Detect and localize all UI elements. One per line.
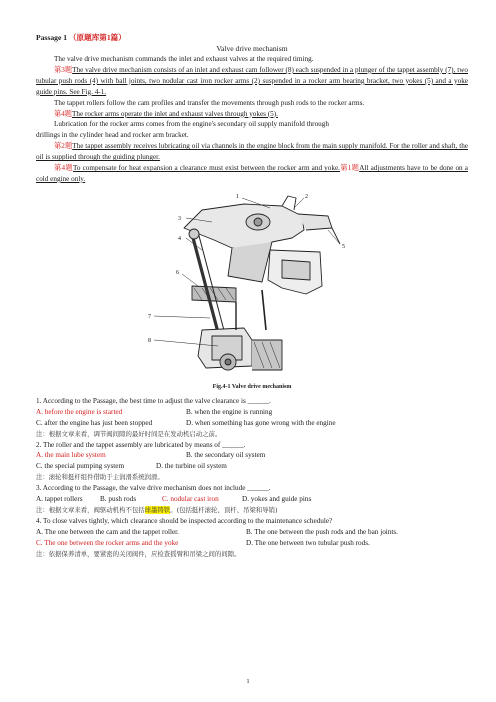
question-marker: 第4题: [54, 164, 73, 173]
paragraph-1: The valve drive mechanism commands the inlet and exhaust valves at the required timing.: [54, 55, 314, 63]
paragraph-5-line-2: drillings in the cylinder head and rocker arm bracket.: [36, 131, 189, 140]
passage-title: Valve drive mechanism: [216, 44, 288, 53]
note-text: 注：根据文章来看，阀驱动机构不包括: [36, 505, 145, 514]
figure-label: 4: [178, 235, 181, 242]
questions-section: [36, 396, 468, 560]
document-page: [36, 32, 468, 559]
options-row: [36, 418, 468, 429]
passage-header: [36, 32, 468, 43]
paragraph-6: [36, 141, 468, 163]
option-a-correct: A. before the engine is started: [36, 407, 123, 416]
question-stem: 3. According to the Passage, the valve drive mechanism does not include ______.: [36, 484, 271, 493]
figure-label: 6: [176, 269, 179, 276]
question-marker: 第2题: [54, 142, 73, 151]
passage-label: Passage 1: [36, 33, 68, 42]
question-3: [36, 483, 468, 516]
figure-label: 7: [148, 313, 151, 320]
option-d: D. when something has gone wrong with the engine: [186, 418, 336, 427]
option-a-correct: A. the main lube system: [36, 451, 106, 460]
answer-note: 注：根据文章来看，调节阀间隙的最好时间是在发动机启动之前。: [36, 429, 222, 438]
question-marker: 第4题: [54, 109, 72, 118]
answer-note: [36, 505, 468, 516]
option-d: D. The one between two tubular push rods.: [246, 538, 370, 547]
figure-caption: Fig.4-1 Valve drive mechanism: [212, 383, 292, 390]
option-a: A. The one between the cam and the tappet roller.: [36, 527, 179, 536]
figure-label: 8: [148, 337, 151, 344]
options-row: [36, 527, 468, 538]
figure-valve-drive: [36, 190, 468, 382]
question-marker: 第1题: [339, 164, 360, 173]
question-1: [36, 396, 468, 440]
underlined-sentence: The tappet assembly receives lubricating oil via channels in the engine block from the main supply manifold. For the roller and shaft, the oil is supplied through the guiding plunger.: [36, 142, 468, 162]
options-row: [36, 407, 468, 418]
options-row: [36, 538, 468, 549]
page-number: 1: [246, 678, 250, 685]
answer-note: 注：依据保养清单，要紧密的关闭阀件，应检查摇臂和吊梁之间的间隙。: [36, 549, 241, 558]
passage-source-tag: （原题库第1篇）: [68, 33, 126, 42]
passage-body: [36, 54, 468, 185]
question-stem: 2. The roller and the tappet assembly are lubricated by means of ______.: [36, 440, 246, 449]
question-4: [36, 516, 468, 560]
figure-label: 5: [342, 243, 345, 250]
paragraph-7: [36, 163, 468, 185]
question-2: [36, 440, 468, 484]
highlighted-text: 球墨铸铁: [144, 505, 171, 514]
paragraph-3: The tappet rollers follow the cam profiles and transfer the movements through push rods to the rocker arms.: [54, 98, 365, 107]
option-b: B. the secondary oil system: [186, 451, 266, 460]
option-c-correct: C. The one between the rocker arms and the yoke: [36, 538, 179, 547]
underlined-sentence: To compensate for heat expansion a clearance must exist between the rocker arm and yoke.: [72, 164, 340, 173]
option-c: C. after the engine has just been stopped: [36, 418, 153, 427]
options-row: [36, 461, 468, 472]
option-b: B. when the engine is running: [186, 407, 273, 416]
paragraph-5-line-1: Lubrication for the rocker arms comes from the engine's secondary oil supply manifold through: [54, 120, 329, 129]
valve-drive-drawing: [132, 190, 372, 382]
paragraph-4: [36, 109, 468, 120]
note-text: 。(包括挺杆滚轮、顶杆、吊梁和导销): [170, 505, 278, 514]
paragraph-2: [36, 65, 468, 98]
option-b: B. push rods: [100, 495, 137, 504]
underlined-sentence: The rocker arms operate the inlet and exhaust valves through yokes (5).: [71, 109, 278, 118]
options-row: [36, 450, 468, 461]
option-d: D. the turbine oil system: [156, 462, 227, 471]
underlined-sentence: The valve drive mechanism consists of an inlet and exhaust cam follower (8) each suspended in a plunger of the tappet assembly (7), two tubular push rods (4) with ball joints, two nodular cast iron rocker arms (2) suspended in a rocker arm bearing bracket, two yokes (5) and a yoke guide pins. See Fig. 4-1.: [36, 65, 468, 96]
figure-label: 2: [305, 193, 308, 200]
options-row: [36, 494, 468, 505]
underlined-sentence: All adjustments have to be done on a cold engine only.: [36, 164, 468, 183]
option-d: D. yokes and guide pins: [242, 495, 312, 504]
option-c: C. the special pumping system: [36, 462, 125, 471]
question-marker: 第3题: [54, 65, 73, 74]
figure-label: 1: [236, 193, 239, 200]
option-a: A. tappet rollers: [36, 495, 83, 504]
question-stem: 1. According to the Passage, the best time to adjust the valve clearance is ______.: [36, 396, 271, 405]
option-c-correct: C. nodular cast iron: [162, 495, 219, 504]
figure-label: 3: [178, 215, 181, 222]
option-b: B. The one between the push rods and the ban joints.: [246, 527, 398, 536]
question-stem: 4. To close valves tightly, which clearance should be inspected according to the maintenance schedule?: [36, 516, 333, 525]
answer-note: 注：滚轮和挺杆组件借助于主润滑系统润滑。: [36, 473, 164, 482]
